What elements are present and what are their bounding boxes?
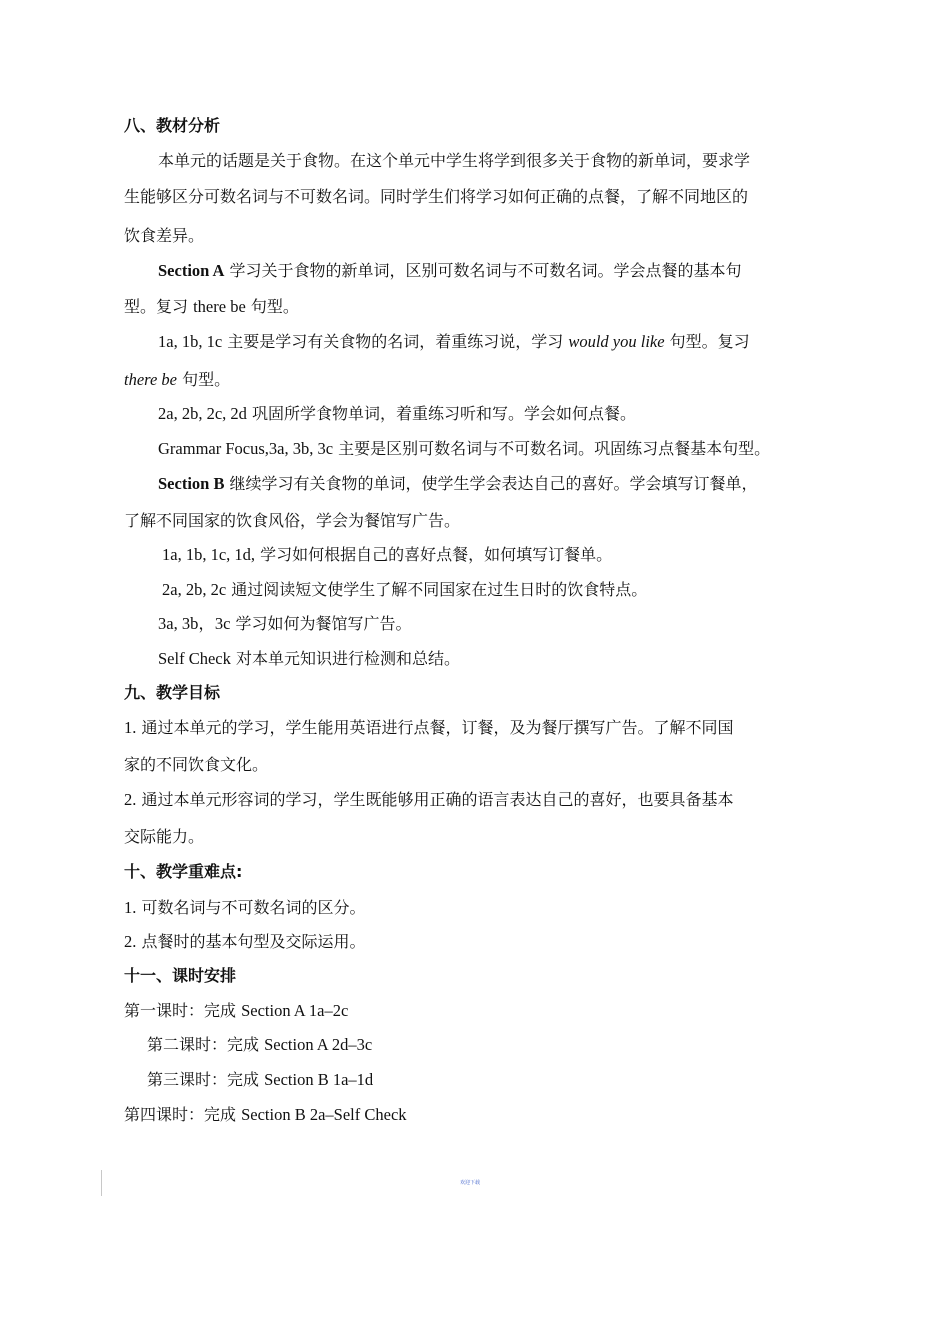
text: 主要是学习有关食物的名词，着重练习说，学习 [222,332,569,351]
text: 继续学习有关食物的单词，使学生学会表达自己的喜好。学会填写订餐单， [224,474,758,493]
text: 第三课时：完成 [147,1070,265,1089]
schedule-item [147,1035,372,1055]
text: 学习如何根据自己的喜好点餐，如何填写订餐单。 [255,545,613,564]
text: 巩固所学食物单词，着重练习听和写。学会如何点餐。 [246,404,636,423]
text: there be [124,370,177,389]
paragraph-line [158,332,750,352]
list-number: 2. [124,790,137,809]
text: 第四课时：完成 [124,1105,242,1124]
text: 2a, 2b, 2c [162,580,227,599]
section-8-heading: 八、教材分析 [124,116,221,135]
text: 对本单元知识进行检测和总结。 [230,649,460,668]
text: 通过本单元形容词的学习，学生既能够用正确的语言表达自己的喜好，也要具备基本 [136,790,734,809]
section-b-label: Section B [158,474,225,493]
list-number: 1. [124,718,137,737]
text: Section A 2d–3c [264,1035,373,1054]
paragraph-line: 了解不同国家的饮食风俗，学会为餐馆写广告。 [124,511,461,530]
paragraph-line [158,261,742,281]
text: 句型。 [177,370,231,389]
list-number: 2. [124,932,137,951]
list-number: 1. [124,898,137,917]
text: Self Check [158,649,231,668]
text: 通过本单元的学习，学生能用英语进行点餐，订餐，及为餐厅撰写广告。了解不同国 [136,718,734,737]
text: Section A 1a–2c [241,1001,349,1020]
paragraph-line [158,474,758,494]
section-10-heading: 十、教学重难点: [124,862,243,881]
footer-text: 欢迎下载 [460,1180,481,1186]
paragraph-line [158,614,412,634]
paragraph-line: 家的不同饮食文化。 [124,755,269,774]
paragraph-line [162,580,647,600]
text: would you like [568,332,665,351]
list-item [124,898,365,918]
text: 通过阅读短文使学生了解不同国家在过生日时的饮食特点。 [226,580,648,599]
paragraph-line: 交际能力。 [124,827,205,846]
paragraph-line: 生能够区分可数名词与不可数名词。同时学生们将学习如何正确的点餐，了解不同地区的 [124,187,749,206]
section-a-label: Section A [158,261,225,280]
section-9-heading: 九、教学目标 [124,683,221,702]
text: Section B 2a–Self Check [241,1105,407,1124]
schedule-item [124,1105,407,1125]
list-item [124,932,365,952]
text: 学习关于食物的新单词，区别可数名词与不可数名词。学会点餐的基本句 [224,261,742,280]
text: Grammar Focus,3a, 3b, 3c [158,439,334,458]
text: 主要是区别可数名词与不可数名词。巩固练习点餐基本句型。 [333,439,771,458]
text: 第二课时：完成 [147,1035,265,1054]
paragraph-line [158,404,636,424]
list-item [124,718,733,738]
schedule-item [124,1001,348,1021]
text: 点餐时的基本句型及交际运用。 [136,932,366,951]
text: 型。复习 [124,297,194,316]
paragraph-line: 本单元的话题是关于食物。在这个单元中学生将学到很多关于食物的新单词，要求学 [158,151,751,170]
schedule-item [147,1070,373,1090]
text: Section B 1a–1d [264,1070,374,1089]
page-margin-marker [101,1170,102,1196]
text: 句型。 [245,297,299,316]
paragraph-line [124,370,230,390]
text: 学习如何为餐馆写广告。 [230,614,412,633]
paragraph-line [158,439,770,459]
text: 3a, 3b，3c [158,614,231,633]
section-11-heading: 十一、课时安排 [124,966,237,985]
text: 1a, 1b, 1c [158,332,223,351]
text: 1a, 1b, 1c, 1d, [162,545,256,564]
text: 2a, 2b, 2c, 2d [158,404,247,423]
text: 句型。复习 [664,332,750,351]
list-item [124,790,733,810]
paragraph-line [158,649,460,669]
paragraph-line [162,545,612,565]
text: there be [193,297,246,316]
text: 第一课时：完成 [124,1001,242,1020]
text: 可数名词与不可数名词的区分。 [136,898,366,917]
paragraph-line: 饮食差异。 [124,226,205,245]
paragraph-line [124,297,299,317]
